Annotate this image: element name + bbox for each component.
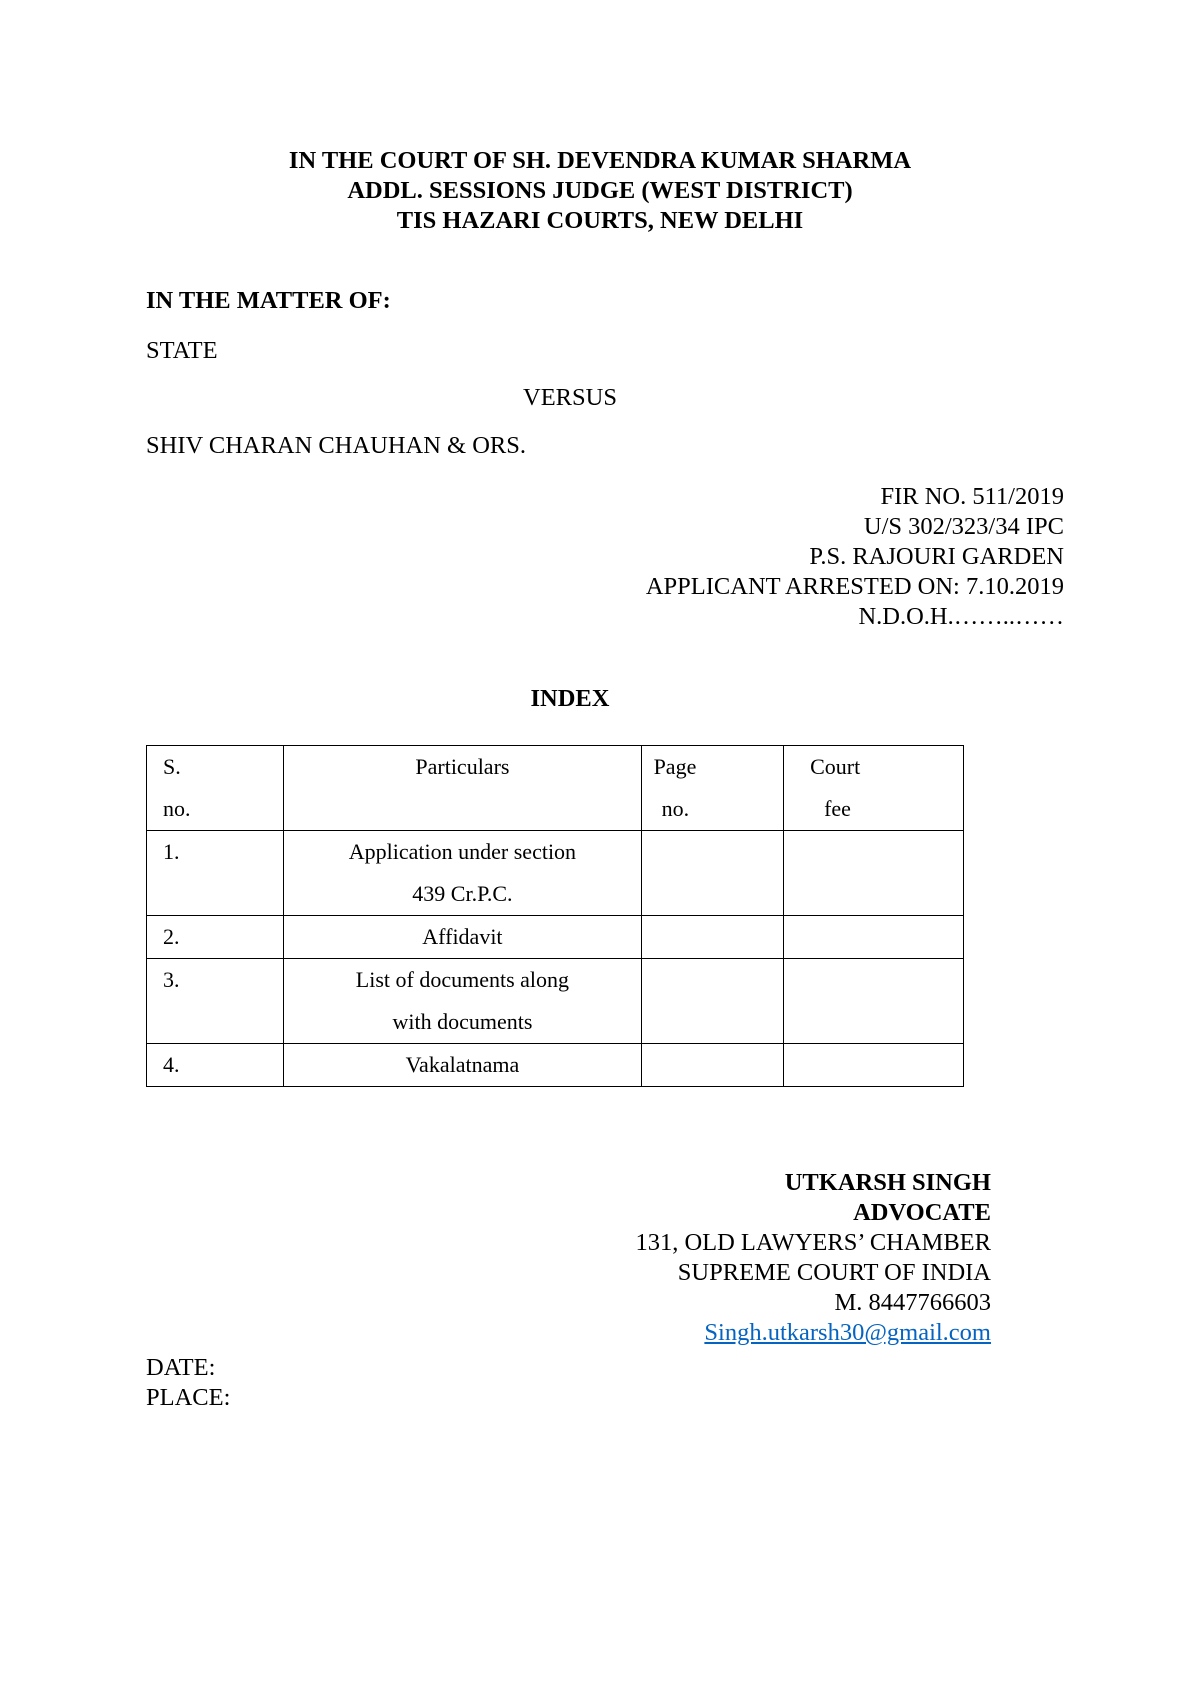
row-sno: 1. <box>147 831 284 916</box>
row-page-no <box>641 1044 784 1087</box>
police-station: P.S. RAJOURI GARDEN <box>809 543 1064 570</box>
advocate-name: UTKARSH SINGH <box>784 1169 991 1196</box>
row-sno: 4. <box>147 1044 284 1087</box>
row-sno: 2. <box>147 916 284 959</box>
petitioner: STATE <box>146 337 218 364</box>
advocate-address-line1: 131, OLD LAWYERS’ CHAMBER <box>635 1229 991 1256</box>
date-label: DATE: <box>146 1354 216 1381</box>
header-sno: S. no. <box>147 746 284 831</box>
table-row <box>147 959 964 1044</box>
ipc-sections: U/S 302/323/34 IPC <box>863 513 1064 540</box>
row-particulars: Application under section 439 Cr.P.C. <box>284 831 641 916</box>
table-row <box>147 916 964 959</box>
court-header <box>0 146 1200 236</box>
row-particulars: List of documents along with documents <box>284 959 641 1044</box>
index-title: INDEX <box>530 685 610 712</box>
table-header-row <box>147 746 964 831</box>
header-page-no: Page no. <box>641 746 784 831</box>
row-page-no <box>641 831 784 916</box>
advocate-address-line2: SUPREME COURT OF INDIA <box>677 1259 991 1286</box>
row-page-no <box>641 916 784 959</box>
advocate-title: ADVOCATE <box>853 1199 991 1226</box>
row-page-no <box>641 959 784 1044</box>
row-court-fee <box>784 831 964 916</box>
judge-designation: ADDL. SESSIONS JUDGE (WEST DISTRICT) <box>347 177 853 204</box>
row-particulars: Affidavit <box>284 916 641 959</box>
place-label: PLACE: <box>146 1384 231 1411</box>
date-place-block <box>146 1353 230 1413</box>
advocate-mobile: M. 8447766603 <box>834 1289 991 1316</box>
table-row <box>147 1044 964 1087</box>
header-particulars: Particulars <box>284 746 641 831</box>
row-particulars: Vakalatnama <box>284 1044 641 1087</box>
advocate-signature-block <box>635 1168 991 1348</box>
case-details <box>646 482 1064 632</box>
index-table <box>146 745 964 1087</box>
arrest-date: APPLICANT ARRESTED ON: 7.10.2019 <box>645 573 1064 600</box>
versus-label: VERSUS <box>523 384 617 411</box>
table-row <box>147 831 964 916</box>
row-court-fee <box>784 916 964 959</box>
row-court-fee <box>784 959 964 1044</box>
court-name: IN THE COURT OF SH. DEVENDRA KUMAR SHARMA <box>288 147 912 174</box>
row-sno: 3. <box>147 959 284 1044</box>
court-location: TIS HAZARI COURTS, NEW DELHI <box>396 207 804 234</box>
header-court-fee: Court fee <box>784 746 964 831</box>
next-date-of-hearing: N.D.O.H.……..…… <box>858 603 1064 630</box>
respondent: SHIV CHARAN CHAUHAN & ORS. <box>146 432 527 459</box>
advocate-email-link[interactable]: Singh.utkarsh30@gmail.com <box>704 1319 991 1346</box>
row-court-fee <box>784 1044 964 1087</box>
fir-number: FIR NO. 511/2019 <box>880 483 1064 510</box>
matter-heading: IN THE MATTER OF: <box>146 287 391 314</box>
